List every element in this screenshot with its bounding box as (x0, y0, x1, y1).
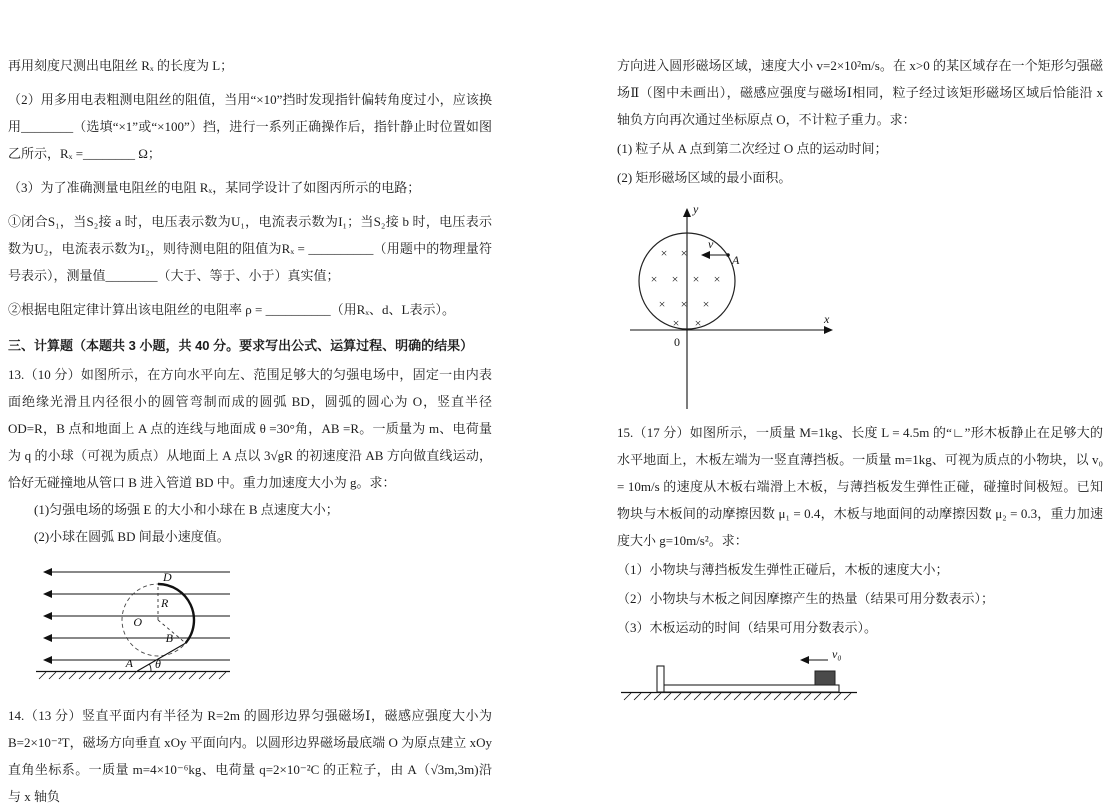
left-column (8, 52, 492, 810)
label-R: R (161, 596, 169, 610)
label-D: D (163, 570, 172, 584)
ground-hatching (624, 693, 851, 700)
problem14-stem-part1: 14.（13 分）竖直平面内有半径为 R=2m 的圆形边界匀强磁场Ⅰ，磁感应强度大小为 B=2×10⁻²T，磁场方向垂直 xOy 平面向内。以圆形边界磁场最底端 O 为原点建立 xOy 直角坐标系。一质量 m=4×10⁻⁶kg、电荷量 q=2×10⁻²C 的正粒子，由 A（√3m,3m)沿与 x 轴负 (8, 708, 492, 804)
label-O: O (133, 615, 142, 629)
line-AB (137, 643, 185, 671)
text-q3-circuit: （3）为了准确测量电阻丝的电阻 Rₓ，某同学设计了如图丙所示的电路； (8, 180, 421, 195)
field-cross-icon: × (694, 316, 702, 330)
label-origin: 0 (674, 335, 680, 349)
angle-theta-arc (149, 664, 151, 671)
problem15-question2: （2）小物块与木板之间因摩擦产生的热量（结果可用分数表示）； (617, 591, 995, 606)
label-A: A (732, 253, 740, 267)
label-A: A (125, 656, 133, 670)
problem15-stem: 15.（17 分）如图所示，一质量 M=1kg、长度 L = 4.5m 的“∟”形木板静止在足够大的水平地面上，木板左端为一竖直薄挡板。一质量 m=1kg、可视为质点的小物块，以 v₀ = 10m/s 的速度从木板右端滑上木板，与薄挡板发生弹性正碰，碰撞时间极短。已知物块与木板间的动摩擦因数 μ₁ = 0.4，木板与地面间的动摩擦因数 μ₂ = 0.3，重力加速度大小 g=10m/s²。求： (617, 425, 1103, 548)
block (815, 671, 835, 685)
problem13-stem: 13.（10 分）如图所示，在方向水平向左、范围足够大的匀强电场中，固定一由内表面绝缘光滑且内径很小的圆管弯制而成的圆弧 BD，圆弧的圆心为 O，竖直半径 OD=R，B 点和地面上 A 点的连线与地面成 θ =30°角，AB =R。一质量为 m、电荷量为 q 的小球（可视为质点）从地面上 A 点以 3√gR 的初速度沿 AB 方向做直线运动，恰好无碰撞地从管口 B 进入管道 BD 中。重力加速度大小为 g。求： (8, 367, 492, 490)
section3-header: 三、计算题（本题共 3 小题，共 40 分。要求写出公式、运算过程、明确的结果） (8, 338, 474, 353)
field-cross-icon: × (713, 272, 721, 286)
problem13-question1: (1)匀强电场的场强 E 的大小和小球在 B 点速度大小； (34, 502, 339, 517)
problem14-question1: (1) 粒子从 A 点到第二次经过 O 点的运动时间； (617, 141, 888, 156)
point-A-dot (726, 253, 730, 257)
plank-baffle (657, 666, 664, 692)
label-theta: θ (155, 657, 161, 671)
label-x: x (824, 312, 830, 326)
field-into-page-crosses (651, 246, 721, 330)
problem13-question2: (2)小球在圆弧 BD 间最小速度值。 (34, 529, 230, 544)
right-column (617, 52, 1103, 703)
problem15-figure (619, 645, 869, 703)
field-cross-icon: × (658, 297, 666, 311)
field-cross-icon: × (680, 297, 688, 311)
field-cross-icon: × (672, 316, 680, 330)
problem15-question1: （1）小物块与薄挡板发生弹性正碰后，木板的速度大小； (617, 562, 949, 577)
text-q3-sub2: ②根据电阻定律计算出该电阻丝的电阻率 ρ = __________（用Rₓ、d、L表示）。 (8, 302, 455, 317)
label-y: y (693, 202, 699, 216)
problem14-stem-part2: 方向进入圆形磁场区域，速度大小 v=2×10²m/s。在 x>0 的某区域存在一个矩形匀强磁场Ⅱ（图中未画出），磁感应强度与磁场Ⅰ相同，粒子经过该矩形磁场区域后恰能沿 x 轴负方向再次通过坐标原点 O，不计粒子重力。求： (617, 58, 1103, 127)
label-v: v (708, 237, 714, 251)
problem15-question3: （3）木板运动的时间（结果可用分数表示）。 (617, 620, 878, 635)
field-cross-icon: × (702, 297, 710, 311)
plank-board (663, 685, 839, 692)
text-measure-length: 再用刻度尺测出电阻丝 Rₓ 的长度为 L； (8, 58, 234, 73)
field-cross-icon: × (680, 246, 688, 260)
field-cross-icon: × (660, 246, 668, 260)
ground-hatching (39, 672, 226, 679)
field-cross-icon: × (671, 272, 679, 286)
problem14-figure (622, 197, 847, 415)
problem14-question2: (2) 矩形磁场区域的最小面积。 (617, 170, 792, 185)
label-v0: v₀ (832, 647, 842, 661)
text-q2-multimeter: （2）用多用电表粗测电阻丝的阻值，当用“×10”挡时发现指针偏转角度过小，应该换用________（选填“×1”或“×100”）挡，进行一系列正确操作后，指针静止时位置如图乙所示，Rₓ =________ Ω； (8, 92, 492, 161)
problem13-figure (30, 564, 245, 696)
label-B: B (165, 631, 173, 645)
text-q3-sub1: ①闭合S₁，当S₂接 a 时，电压表示数为U₁，电流表示数为I₁；当S₂接 b 时，电压表示数为U₂，电流表示数为I₂，则待测电阻的阻值为Rₓ = __________（用题中的物理量符号表示），测量值________（大于、等于、小于）真实值； (8, 214, 492, 283)
field-cross-icon: × (650, 272, 658, 286)
tube-arc-BD (158, 584, 194, 643)
field-cross-icon: × (692, 272, 700, 286)
